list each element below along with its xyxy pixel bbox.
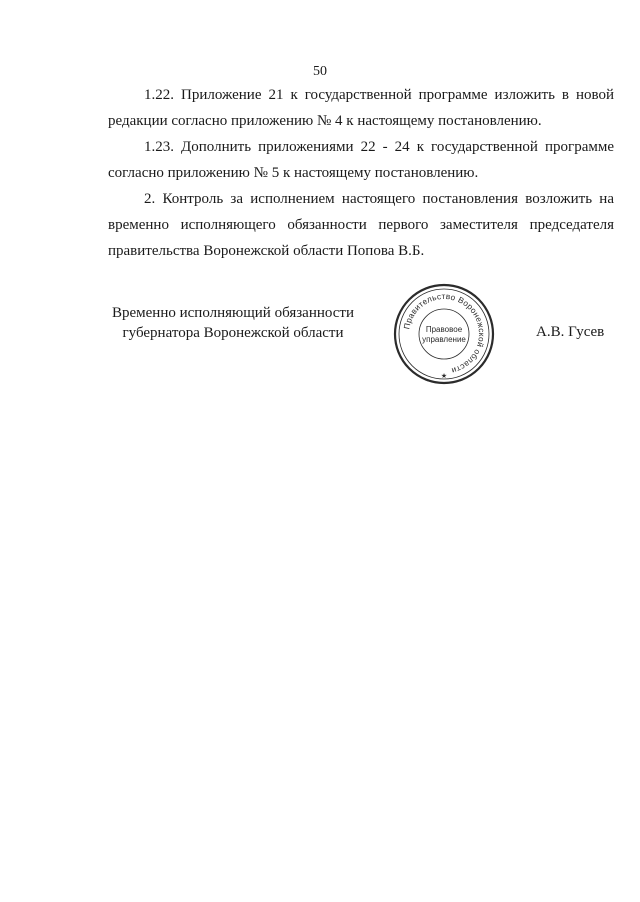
stamp-center-ring bbox=[419, 309, 469, 359]
paragraph-line: правительства Воронежской области Попова В.Б. bbox=[108, 243, 425, 259]
page-number: 50 bbox=[313, 64, 327, 79]
paragraph-1-23 bbox=[108, 134, 614, 186]
stamp-star-icon: ★ bbox=[440, 372, 448, 380]
paragraph-line: 1.23. Дополнить приложениями 22 - 24 к государственной программе bbox=[144, 139, 614, 155]
paragraph-line: 2. Контроль за исполнением настоящего постановления возложить на bbox=[144, 191, 614, 207]
signer-position bbox=[106, 303, 360, 343]
stamp-ring-text: Правительство Воронежской области bbox=[402, 291, 487, 376]
paragraph-2 bbox=[108, 186, 614, 264]
signer-position-line: Временно исполняющий обязанности bbox=[111, 305, 354, 321]
official-stamp bbox=[392, 282, 496, 386]
paragraph-1-22 bbox=[108, 82, 614, 134]
signer-name: А.В. Гусев bbox=[536, 324, 605, 340]
stamp-inner-ring bbox=[399, 289, 489, 379]
paragraph-line: согласно приложению № 5 к настоящему постановлению. bbox=[108, 165, 479, 181]
stamp-center-text: Правовое bbox=[425, 325, 463, 334]
paragraph-line: редакции согласно приложению № 4 к настоящему постановлению. bbox=[108, 113, 542, 129]
signer-position-line: губернатора Воронежской области bbox=[122, 325, 344, 341]
paragraph-line: 1.22. Приложение 21 к государственной программе изложить в новой bbox=[144, 87, 614, 103]
stamp-center-text: управление bbox=[422, 335, 466, 344]
paragraph-line: временно исполняющего обязанности первого заместителя председателя bbox=[108, 217, 614, 233]
